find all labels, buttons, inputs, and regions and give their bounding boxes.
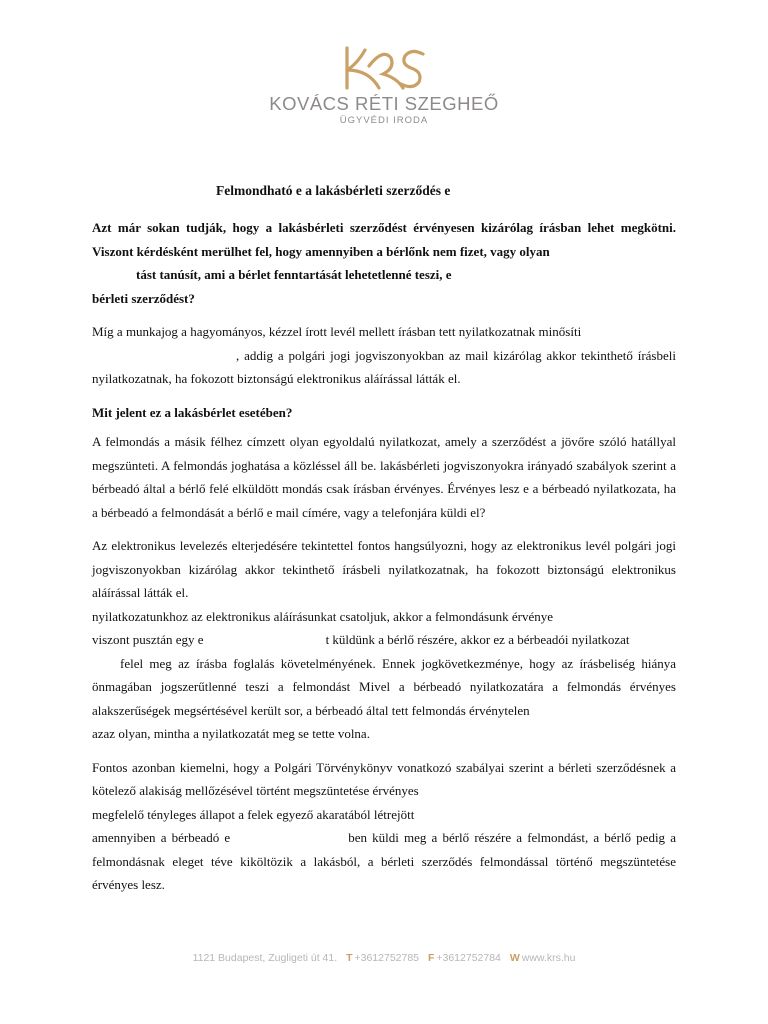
firm-name: KOVÁCS RÉTI SZEGHEŐ [269,93,499,114]
paragraph-3-part-2: nyilatkozatunkhoz az elektronikus aláírásunkat csatoljuk, akkor a felmondásunk érvénye [92,608,553,624]
paragraph-4-part-4: ben küldi meg a bérlő részére a felmondást, a bérlő pedig a felmondásnak eleget téve kiköltözik a lakásból, a bérleti szerződés felmondással történő megszüntetése érvényes lesz. [92,830,676,892]
footer-fax: +3612752784 [436,952,501,964]
paragraph-3-part-3: viszont pusztán egy e [92,632,204,647]
firm-logo [0,44,768,126]
lead-line-1: Azt már sokan tudják, hogy a lakásbérleti szerződést érvényesen kizárólag írásban lehet megkötni. Viszont kérdésként merülhet fel, hogy amennyiben a bérlőnk nem fizet, vagy olyan [92,220,676,259]
paragraph-3-part-1: Az elektronikus levelezés elterjedésére tekintettel fontos hangsúlyozni, hogy az elektronikus levél polgári jogi jogviszonyokban kizárólag akkor tekinthető írásbeli nyilatkozatnak, ha fokozott biztonságú elektronikus aláírással látták el. [92,538,676,600]
footer-phone-label: T [346,952,353,964]
section-subheading: Mit jelent ez a lakásbérlet esetében? [92,404,293,420]
paragraph-3 [92,534,676,746]
krs-monogram-icon [339,44,429,92]
paragraph-4-part-3: amennyiben a bérbeadó e [92,830,231,845]
paragraph-3-part-5: felel meg az írásba foglalás követelményének. Ennek jogkövetkezménye, hogy az írásbeliség hiánya önmagában jogszerűtlenné teszi a felmondást Mivel a bérbeadó nyilatkozatára a felmondás érvényes alakszerűségek megsértésével került sor, a bérbeadó által tett felmondás érvénytelen [92,655,676,718]
footer-fax-label: F [427,952,435,964]
paragraph-3-part-6: azaz olyan, mintha a nyilatkozatát meg se tette volna. [92,726,370,741]
firm-subtitle: ÜGYVÉDI IRODA [339,115,429,126]
paragraph-4-part-1: Fontos azonban kiemelni, hogy a Polgári Törvénykönyv vonatkozó szabályai szerint a bérleti szerződésnek a kötelező alakiság mellőzésével történt megszüntetése érvényes [92,759,676,798]
paragraph-4-part-2: megfelelő tényleges állapot a felek egyező akaratából létrejött [92,806,415,822]
paragraph-1-part-1: Míg a munkajog a hagyományos, kézzel írott levél mellett írásban tett nyilatkozatnak minősíti [92,324,582,339]
document-body [92,216,676,907]
page-footer [0,952,768,964]
paragraph-3-part-4: t küldünk a bérlő részére, akkor ez a bérbeadói nyilatkozat [325,632,630,647]
footer-address: 1121 Budapest, Zugligeti út 41. [192,952,338,964]
lead-paragraph [92,216,676,310]
footer-web-label: W [509,952,520,964]
paragraph-1 [92,320,676,391]
lead-line-3: bérleti szerződést? [92,290,195,306]
footer-phone: +3612752785 [354,952,420,964]
paragraph-2: A felmondás a másik félhez címzett olyan egyoldalú nyilatkozat, amely a szerződést a jövőre szóló hatállyal megszünteti. A felmondás joghatása a közléssel áll be. lakásbérleti jogviszonyokra irányadó szabályok szerint a bérbeadó által a bérlő felé elküldött mondás csak írásban érvényes. Érvényes lesz e a bérbeadó nyilatkozata, ha a bérbeadó a felmondását a bérlő e mail címére, vagy a telefonjára küldi el? [92,434,676,520]
footer-website-link[interactable]: www.krs.hu [521,952,576,964]
paragraph-4 [92,756,676,897]
lead-line-2: tást tanúsít, ami a bérlet fenntartását lehetetlenné teszi, e [136,267,452,282]
document-title: Felmondható e a lakásbérleti szerződés e [216,183,451,198]
paragraph-1-part-2: , addig a polgári jogi jogviszonyokban az mail kizárólag akkor tekinthető írásbeli nyilatkozatnak, ha fokozott biztonságú elektronikus aláírással látták el. [92,347,676,386]
